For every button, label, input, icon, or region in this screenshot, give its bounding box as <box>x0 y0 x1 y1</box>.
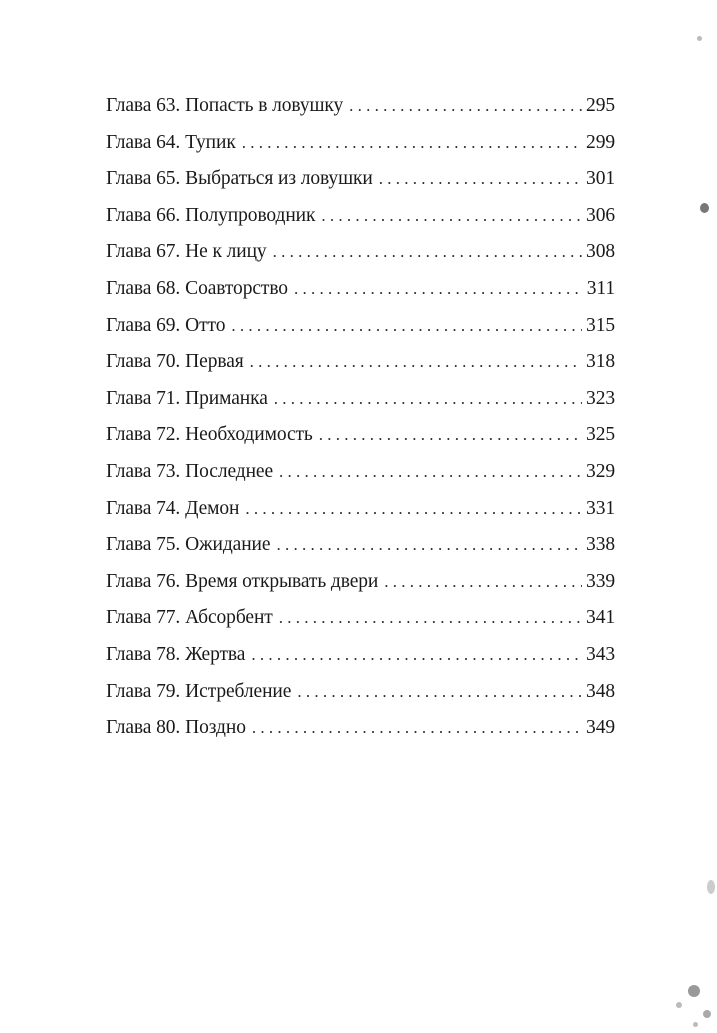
toc-page-number: 306 <box>586 204 615 226</box>
toc-dot-leader <box>245 491 582 528</box>
toc-entry <box>106 308 615 345</box>
toc-chapter-title: Первая <box>185 351 244 373</box>
toc-chapter-number: Глава 79. <box>106 680 181 702</box>
toc-chapter-title: Выбраться из ловушки <box>185 168 373 190</box>
toc-chapter-title: Последнее <box>185 460 274 482</box>
toc-chapter-number: Глава 66. <box>106 204 181 226</box>
toc-dot-leader <box>252 710 582 747</box>
toc-page-number: 323 <box>586 387 615 409</box>
toc-page-number: 329 <box>586 460 615 482</box>
toc-entry <box>106 600 615 637</box>
toc-chapter-title: Попасть в ловушку <box>185 95 344 116</box>
toc-entry <box>106 491 615 528</box>
toc-chapter-number: Глава 64. <box>106 131 181 153</box>
toc-dot-leader <box>274 381 582 418</box>
toc-page-number: 349 <box>586 717 615 739</box>
toc-entry <box>106 381 615 418</box>
ink-speck <box>703 1010 711 1018</box>
toc-chapter-number: Глава 65. <box>106 168 181 190</box>
toc-page-number: 301 <box>586 168 615 190</box>
toc-chapter-number: Глава 71. <box>106 387 181 409</box>
toc-entry <box>106 271 615 308</box>
toc-entry <box>106 344 615 381</box>
toc-entry <box>106 564 615 601</box>
toc-entry <box>106 637 615 674</box>
toc-entry <box>106 198 615 235</box>
toc-chapter-title: Соавторство <box>185 277 288 299</box>
toc-chapter-number: Глава 76. <box>106 570 181 592</box>
ink-speck <box>676 1002 682 1008</box>
toc-chapter-number: Глава 67. <box>106 241 181 263</box>
toc-dot-leader <box>379 161 582 198</box>
toc-chapter-title: Необходимость <box>185 424 313 446</box>
toc-dot-leader <box>250 344 582 381</box>
toc-entry <box>106 454 615 491</box>
toc-entry <box>106 161 615 198</box>
toc-chapter-number: Глава 75. <box>106 534 181 556</box>
toc-entry <box>106 527 615 564</box>
toc-page-number: 331 <box>586 497 615 519</box>
toc-chapter-title: Тупик <box>185 131 236 153</box>
toc-page-number: 325 <box>586 424 615 446</box>
toc-page-number: 339 <box>586 570 615 592</box>
toc-chapter-title: Истребление <box>185 680 292 702</box>
toc-chapter-title: Полупроводник <box>185 204 316 226</box>
toc-dot-leader <box>251 637 582 674</box>
toc-dot-leader <box>384 564 582 601</box>
toc-page-number: 318 <box>586 351 615 373</box>
toc-chapter-number: Глава 77. <box>106 607 181 629</box>
ink-speck <box>707 880 715 894</box>
toc-dot-leader <box>273 234 582 271</box>
toc-dot-leader <box>294 271 583 308</box>
toc-chapter-number: Глава 80. <box>106 717 181 739</box>
toc-entry <box>106 88 615 125</box>
toc-page-number: 295 <box>586 95 615 116</box>
toc-chapter-title: Ожидание <box>185 534 271 556</box>
table-of-contents <box>106 88 615 747</box>
toc-page-number: 341 <box>586 607 615 629</box>
toc-page-number: 315 <box>586 314 615 336</box>
toc-chapter-title: Отто <box>185 314 226 336</box>
toc-dot-leader <box>297 674 582 711</box>
toc-dot-leader <box>321 198 582 235</box>
toc-chapter-number: Глава 73. <box>106 460 181 482</box>
toc-chapter-title: Абсорбент <box>185 607 273 629</box>
toc-chapter-number: Глава 68. <box>106 277 181 299</box>
toc-chapter-number: Глава 78. <box>106 643 181 665</box>
toc-page-number: 311 <box>586 277 615 299</box>
toc-dot-leader <box>231 308 582 345</box>
ink-speck <box>700 203 709 213</box>
ink-speck <box>693 1022 698 1027</box>
toc-page-number: 338 <box>586 534 615 556</box>
toc-entry <box>106 234 615 271</box>
toc-chapter-title: Не к лицу <box>185 241 267 263</box>
toc-chapter-number: Глава 69. <box>106 314 181 336</box>
toc-entry <box>106 417 615 454</box>
toc-chapter-title: Поздно <box>185 717 246 739</box>
toc-dot-leader <box>279 600 582 637</box>
toc-chapter-number: Глава 72. <box>106 424 181 446</box>
ink-speck <box>688 985 700 997</box>
toc-dot-leader <box>242 125 582 162</box>
toc-page-number: 299 <box>586 131 615 153</box>
toc-chapter-number: Глава 70. <box>106 351 181 373</box>
toc-page-number: 308 <box>586 241 615 263</box>
toc-chapter-title: Время открывать двери <box>185 570 379 592</box>
toc-page-number: 348 <box>586 680 615 702</box>
toc-page-number: 343 <box>586 643 615 665</box>
toc-chapter-title: Приманка <box>185 387 268 409</box>
toc-dot-leader <box>349 88 582 125</box>
toc-dot-leader <box>319 417 582 454</box>
toc-chapter-title: Жертва <box>185 643 246 665</box>
toc-chapter-number: Глава 74. <box>106 497 181 519</box>
ink-speck <box>697 36 702 41</box>
toc-chapter-number: Глава 63. <box>106 95 181 116</box>
toc-dot-leader <box>276 527 582 564</box>
toc-entry <box>106 674 615 711</box>
toc-dot-leader <box>279 454 582 491</box>
toc-entry <box>106 710 615 747</box>
toc-entry <box>106 125 615 162</box>
toc-chapter-title: Демон <box>185 497 240 519</box>
